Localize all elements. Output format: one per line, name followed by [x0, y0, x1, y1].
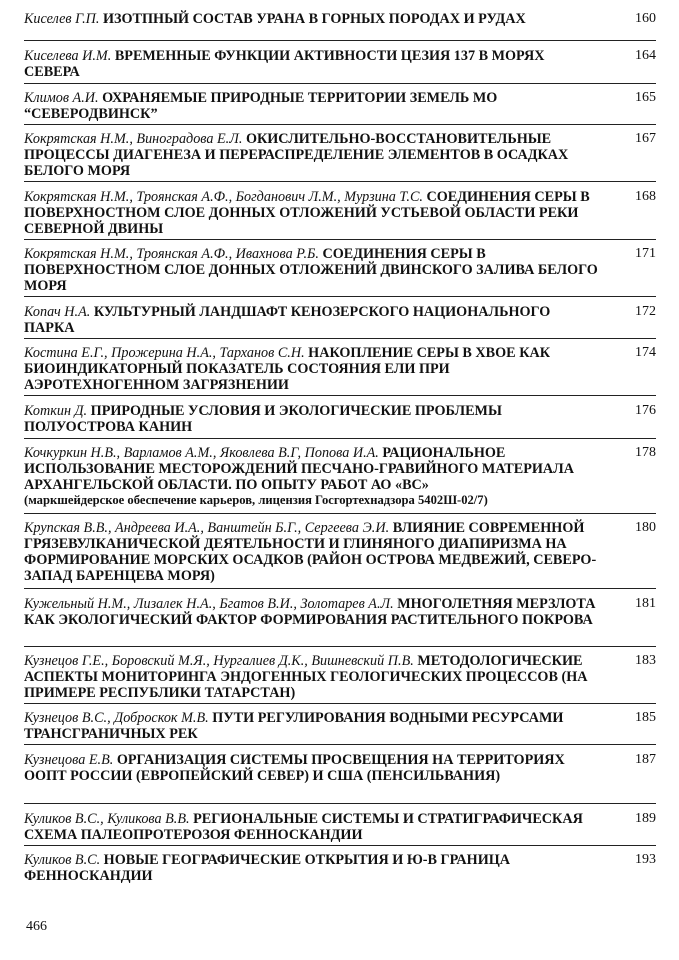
entry-text	[24, 852, 599, 884]
entry-divider	[24, 438, 656, 439]
toc-entry	[24, 596, 656, 628]
entry-note: (маркшейдерское обеспечение карьеров, лицензия Госгортехнадзора 5402Ш-02/7)	[24, 493, 488, 507]
entry-text	[24, 48, 599, 80]
entry-page-number: 193	[635, 852, 656, 867]
toc-entry	[24, 189, 656, 237]
toc-entry	[24, 345, 656, 393]
entry-authors: Костина Е.Г., Прожерина Н.А., Тарханов С.Н.	[24, 345, 305, 361]
entry-title: КУЛЬТУРНЫЙ ЛАНДШАФТ КЕНОЗЕРСКОГО НАЦИОНАЛЬНОГО ПАРКА	[24, 304, 551, 336]
toc-entry	[24, 852, 656, 884]
entry-page-number: 172	[635, 304, 656, 319]
entry-divider	[24, 744, 656, 745]
entry-divider	[24, 338, 656, 339]
toc-entry	[24, 811, 656, 843]
entry-page-number: 180	[635, 520, 656, 535]
entry-page-number: 167	[635, 131, 656, 146]
entry-authors: Климов А.И.	[24, 90, 99, 106]
toc-entry	[24, 246, 656, 294]
toc-entry	[24, 11, 656, 27]
entry-divider	[24, 646, 656, 647]
entry-divider	[24, 588, 656, 589]
entry-authors: Кочкуркин Н.В., Варламов А.М., Яковлева В.Г, Попова И.А.	[24, 445, 379, 461]
entry-authors: Крупская В.В., Андреева И.А., Ванштейн Б.Г., Сергеева Э.И.	[24, 520, 390, 536]
entry-title: РЕГИОНАЛЬНЫЕ СИСТЕМЫ И СТРАТИГРАФИЧЕСКАЯ СХЕМА ПАЛЕОПРОТЕРОЗОЯ ФЕННОСКАНДИИ	[24, 811, 583, 843]
entry-authors: Кокрятская Н.М., Виноградова Е.Л.	[24, 131, 243, 147]
entry-divider	[24, 40, 656, 41]
toc-entry	[24, 520, 656, 584]
toc-entry	[24, 90, 656, 122]
entry-text	[24, 445, 599, 508]
entry-text	[24, 246, 599, 294]
entry-authors: Киселев Г.П.	[24, 11, 100, 27]
entry-title: ИЗОТПНЫЙ СОСТАВ УРАНА В ГОРНЫХ ПОРОДАХ И РУДАХ	[103, 11, 526, 27]
entry-title: РАЦИОНАЛЬНОЕ ИСПОЛЬЗОВАНИЕ МЕСТОРОЖДЕНИЙ ПЕСЧАНО-ГРАВИЙНОГО МАТЕРИАЛА АРХАНГЕЛЬСКОЙ ОБЛАСТИ. ПО ОПЫТУ РАБОТ АО «ВС»	[24, 445, 574, 493]
entry-text	[24, 811, 599, 843]
entry-text	[24, 710, 599, 742]
entry-divider	[24, 803, 656, 804]
entry-divider	[24, 124, 656, 125]
toc-entry	[24, 653, 656, 701]
entry-authors: Кузнецов В.С., Доброскок М.В.	[24, 710, 209, 726]
entry-page-number: 171	[635, 246, 656, 261]
entry-authors: Куликов В.С.	[24, 852, 101, 868]
entry-text	[24, 596, 599, 628]
entry-page-number: 176	[635, 403, 656, 418]
entry-divider	[24, 239, 656, 240]
entry-title: ОКИСЛИТЕЛЬНО-ВОССТАНОВИТЕЛЬНЫЕ ПРОЦЕССЫ ДИАГЕНЕЗА И ПЕРЕРАСПРЕДЕЛЕНИЕ ЭЛЕМЕНТОВ В ОСАДКАХ БЕЛОГО МОРЯ	[24, 131, 569, 179]
entry-page-number: 185	[635, 710, 656, 725]
toc-entry	[24, 48, 656, 80]
entry-page-number: 168	[635, 189, 656, 204]
entry-divider	[24, 513, 656, 514]
entry-authors: Киселева И.М.	[24, 48, 112, 64]
entry-page-number: 181	[635, 596, 656, 611]
entry-text	[24, 520, 599, 584]
entry-divider	[24, 296, 656, 297]
entry-authors: Куликов В.С., Куликова В.В.	[24, 811, 190, 827]
entry-title: НОВЫЕ ГЕОГРАФИЧЕСКИЕ ОТКРЫТИЯ И Ю-В ГРАНИЦА ФЕННОСКАНДИИ	[24, 852, 511, 884]
toc-entry	[24, 710, 656, 742]
entry-page-number: 178	[635, 445, 656, 460]
entry-page-number: 189	[635, 811, 656, 826]
entry-text	[24, 11, 599, 27]
entry-divider	[24, 703, 656, 704]
entry-text	[24, 131, 599, 179]
entry-title: ОХРАНЯЕМЫЕ ПРИРОДНЫЕ ТЕРРИТОРИИ ЗЕМЕЛЬ МО “СЕВЕРОДВИНСК”	[24, 90, 498, 122]
entry-page-number: 165	[635, 90, 656, 105]
entry-divider	[24, 845, 656, 846]
entry-page-number: 164	[635, 48, 656, 63]
toc-entry	[24, 752, 656, 784]
entry-title: ОРГАНИЗАЦИЯ СИСТЕМЫ ПРОСВЕЩЕНИЯ НА ТЕРРИТОРИЯХ ООПТ РОССИИ (ЕВРОПЕЙСКИЙ СЕВЕР) И США (ПЕНСИЛЬВАНИЯ)	[24, 752, 565, 784]
entry-title: МНОГОЛЕТНЯЯ МЕРЗЛОТА КАК ЭКОЛОГИЧЕСКИЙ ФАКТОР ФОРМИРОВАНИЯ РАСТИТЕЛЬНОГО ПОКРОВА	[24, 596, 596, 628]
toc-entry	[24, 403, 656, 435]
entry-authors: Кокрятская Н.М., Троянская А.Ф., Богданович Л.М., Мурзина Т.С.	[24, 189, 423, 205]
entry-page-number: 160	[635, 11, 656, 26]
entry-title: СОЕДИНЕНИЯ СЕРЫ В ПОВЕРХНОСТНОМ СЛОЕ ДОННЫХ ОТЛОЖЕНИЙ УСТЬЕВОЙ ОБЛАСТИ РЕКИ СЕВЕРНОЙ ДВИНЫ	[24, 189, 590, 237]
entry-text	[24, 90, 599, 122]
entry-title: НАКОПЛЕНИЕ СЕРЫ В ХВОЕ КАК БИОИНДИКАТОРНЫЙ ПОКАЗАТЕЛЬ СОСТОЯНИЯ ЕЛИ ПРИ АЭРОТЕХНОГЕННОМ ЗАГРЯЗНЕНИИ	[24, 345, 551, 393]
entry-text	[24, 653, 599, 701]
entry-text	[24, 304, 599, 336]
page-number: 466	[26, 919, 47, 934]
entry-authors: Кузнецов Г.Е., Боровский М.Я., Нургалиев Д.К., Вишневский П.В.	[24, 653, 414, 669]
entry-page-number: 174	[635, 345, 656, 360]
entry-page-number: 183	[635, 653, 656, 668]
entry-divider	[24, 181, 656, 182]
entry-authors: Коткин Д.	[24, 403, 88, 419]
entry-title: ВРЕМЕННЫЕ ФУНКЦИИ АКТИВНОСТИ ЦЕЗИЯ 137 В МОРЯХ СЕВЕРА	[24, 48, 545, 80]
entry-authors: Кужельный Н.М., Лизалек Н.А., Бгатов В.И., Золотарев А.Л.	[24, 596, 394, 612]
toc-entry	[24, 445, 656, 508]
entry-title: ПУТИ РЕГУЛИРОВАНИЯ ВОДНЫМИ РЕСУРСАМИ ТРАНСГРАНИЧНЫХ РЕК	[24, 710, 564, 742]
entry-text	[24, 345, 599, 393]
entry-text	[24, 403, 599, 435]
entry-text	[24, 189, 599, 237]
entry-text	[24, 752, 599, 784]
entry-divider	[24, 395, 656, 396]
entry-divider	[24, 83, 656, 84]
entry-authors: Копач Н.А.	[24, 304, 91, 320]
entry-authors: Кокрятская Н.М., Троянская А.Ф., Ивахнова Р.Б.	[24, 246, 319, 262]
entry-authors: Кузнецова Е.В.	[24, 752, 114, 768]
entry-page-number: 187	[635, 752, 656, 767]
entry-title: ВЛИЯНИЕ СОВРЕМЕННОЙ ГРЯЗЕВУЛКАНИЧЕСКОЙ ДЕЯТЕЛЬНОСТИ И ГЛИНЯНОГО ДИАПИРИЗМА НА ФОРМИРОВАНИЕ МОРСКИХ ОСАДКОВ (РАЙОН ОСТРОВА МЕДВЕЖИЙ, СЕВЕРО-ЗАПАД БАРЕНЦЕВА МОРЯ)	[24, 520, 597, 584]
entry-title: СОЕДИНЕНИЯ СЕРЫ В ПОВЕРХНОСТНОМ СЛОЕ ДОННЫХ ОТЛОЖЕНИЙ ДВИНСКОГО ЗАЛИВА БЕЛОГО МОРЯ	[24, 246, 598, 294]
toc-entry	[24, 304, 656, 336]
entry-title: ПРИРОДНЫЕ УСЛОВИЯ И ЭКОЛОГИЧЕСКИЕ ПРОБЛЕМЫ ПОЛУОСТРОВА КАНИН	[24, 403, 502, 435]
entry-title: МЕТОДОЛОГИЧЕСКИЕ АСПЕКТЫ МОНИТОРИНГА ЭНДОГЕННЫХ ГЕОЛОГИЧЕСКИХ ПРОЦЕССОВ (НА ПРИМЕРЕ РЕСПУБЛИКИ ТАТАРСТАН)	[24, 653, 588, 701]
toc-entry	[24, 131, 656, 179]
